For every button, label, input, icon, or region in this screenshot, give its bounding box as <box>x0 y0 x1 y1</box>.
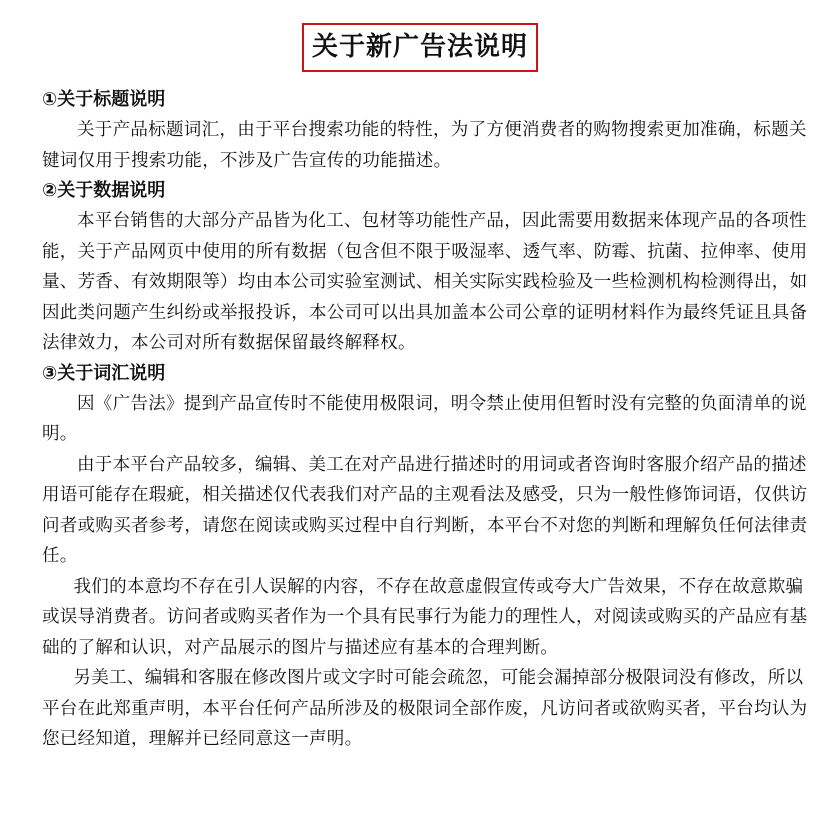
section-paragraph: 本平台销售的大部分产品皆为化工、包材等功能性产品，因此需要用数据来体现产品的各项性能，关于产品网页中使用的所有数据（包含但不限于吸湿率、透气率、防霉、抗菌、拉伸率、使用量、芳香、有效期限等）均由本公司实验室测试、相关实际实践检验及一些检测机构检测得出，如因此类问题产生纠纷或举报投诉，本公司可以出具加盖本公司公章的证明材料作为最终凭证且具备法律效力，本公司对所有数据保留最终解释权。 <box>42 211 808 353</box>
section-paragraph: 由于本平台产品较多，编辑、美工在对产品进行描述时的用词或者咨询时客服介绍产品的描述用语可能存在瑕疵，相关描述仅代表我们对产品的主观看法及感受，只为一般性修饰词语，仅供访问者或购买者参考，请您在阅读或购买过程中自行判断，本平台不对您的判断和理解负任何法律责任。 <box>42 454 808 566</box>
section-heading: ③关于词汇说明 <box>42 362 166 384</box>
page-title: 关于新广告法说明 <box>302 23 538 72</box>
section-data-notice <box>42 176 812 359</box>
section-paragraph: 我们的本意均不存在引人误解的内容，不存在故意虚假宣传或夸大广告效果，不存在故意欺骗或误导消费者。访问者或购买者作为一个具有民事行为能力的理性人，对阅读或购买的产品应有基础的了解和认识，对产品展示的图片与描述应有基本的合理判断。 <box>42 576 808 658</box>
section-heading: ②关于数据说明 <box>42 180 166 201</box>
section-paragraph: 另美工、编辑和客服在修改图片或文字时可能会疏忽，可能会漏掉部分极限词没有修改，所以平台在此郑重声明，本平台任何产品所涉及的极限词全部作废，凡访问者或欲购买者，平台均认为您已经知道，理解并已经同意这一声明。 <box>42 668 808 749</box>
title-area <box>0 23 840 72</box>
section-paragraph: 因《广告法》提到产品宣传时不能使用极限词，明令禁止使用但暂时没有完整的负面清单的说明。 <box>42 393 807 444</box>
section-paragraph: 关于产品标题词汇，由于平台搜索功能的特性，为了方便消费者的购物搜索更加准确，标题关键词仅用于搜索功能，不涉及广告宣传的功能描述。 <box>42 120 807 171</box>
section-title-notice <box>42 85 812 176</box>
document-body <box>42 85 812 755</box>
section-heading: ①关于标题说明 <box>42 89 166 110</box>
section-vocabulary-notice <box>42 359 812 755</box>
